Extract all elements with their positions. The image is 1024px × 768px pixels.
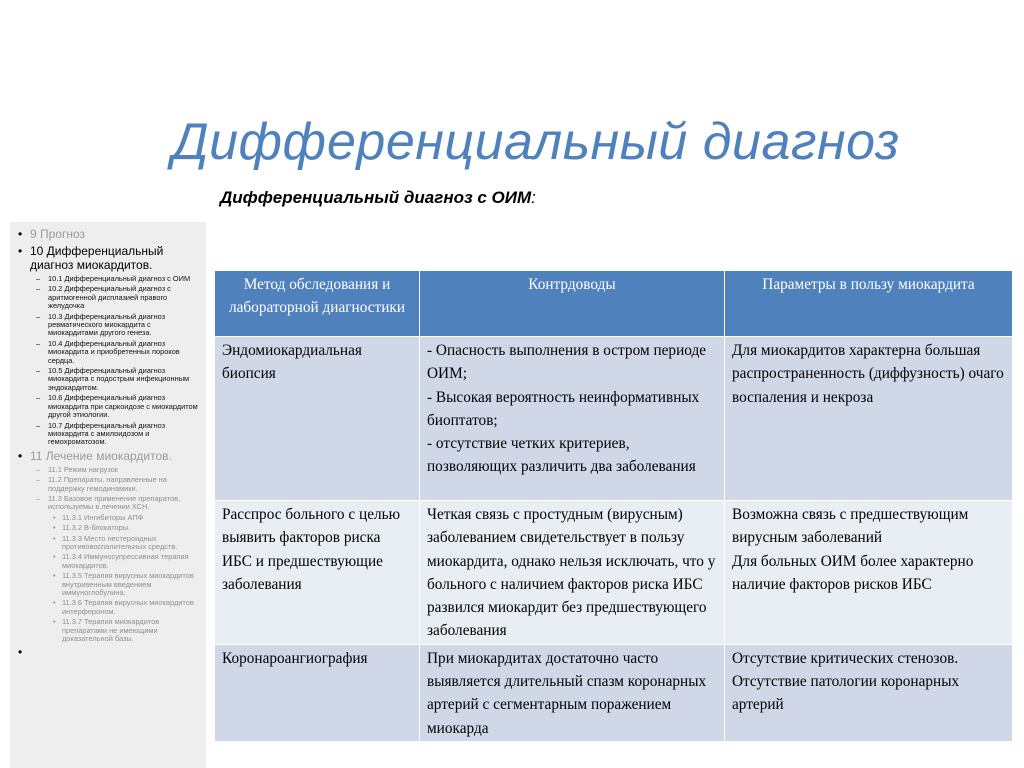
cell-counterarguments <box>420 337 725 501</box>
cell-line: Четкая связь с простудным (вирусным) заболеванием свидетельствует в пользу миокардита, однако нельзя исключать, что у больного с наличием факторов риска ИБС развился миокардит без предшествующего заболевания <box>427 506 716 640</box>
outline-item[interactable]: • 11.3.3 Место нестероидных противовоспалительных средств. <box>18 535 202 552</box>
header-myocarditis-params: Параметры в пользу миокардита <box>725 271 1013 337</box>
outline-item[interactable]: • 11.3.7 Терапия миокардитов препаратами не имеющими доказательной базы. <box>18 618 202 643</box>
outline-item[interactable]: – 11.1 Режим нагрузок <box>18 466 202 474</box>
cell-line: - отсутствие четких критериев, позволяющих различить два заболевания <box>427 435 696 476</box>
cell-counterarguments <box>420 501 725 645</box>
cell-line: - Высокая вероятность неинформативных биоптатов; <box>427 388 700 429</box>
outline-item[interactable]: • 11.3.5 Терапия вирусных миокардитов внутривенным введением иммуноглобулина. <box>18 572 202 597</box>
outline-item[interactable]: – 10.1 Дифференциальный диагноз с ОИМ <box>18 275 202 283</box>
table-row <box>215 644 1013 741</box>
cell-method <box>215 501 420 645</box>
outline-item[interactable]: – 11.2 Препараты, направленные на поддержку гемодинамики. <box>18 476 202 493</box>
differential-table <box>214 270 1013 742</box>
cell-line: Отсутствие патологии коронарных артерий <box>732 673 960 714</box>
outline-item[interactable]: • 11.3.6 Терапия вирусных миокардитов интерфероном. <box>18 599 202 616</box>
cell-line: Отсутствие критических стенозов. <box>732 649 959 667</box>
cell-method <box>215 644 420 741</box>
cell-line: - Опасность выполнения в остром периоде ОИМ; <box>427 342 707 383</box>
subtitle-colon: : <box>531 188 536 207</box>
outline-item[interactable]: – 10.4 Дифференциальный диагноз миокардита и приобретенных пороков сердца. <box>18 340 202 365</box>
outline-pane[interactable] <box>10 222 206 768</box>
table-row <box>215 501 1013 645</box>
cell-line: При миокардитах достаточно часто выявляется длительный спазм коронарных артерий с сегментарным поражением миокарда <box>427 649 707 737</box>
table-header-row <box>215 271 1013 337</box>
cell-method <box>215 337 420 501</box>
outline-item[interactable]: – 11.3 Базовое применение препаратов, используемы в лечении ХСН. <box>18 495 202 512</box>
cell-line: Для миокардитов характерна большая распространенность (диффузность) очаго воспаления и некроза <box>732 342 1004 406</box>
cell-counterarguments <box>420 644 725 741</box>
cell-line: Для больных ОИМ более характерно наличие факторов рисков ИБС <box>732 552 974 593</box>
subtitle-text: Дифференциальный диагноз с ОИМ <box>220 188 532 207</box>
outline-item[interactable]: • 11 Лечение миокардитов. <box>18 449 202 463</box>
outline-item[interactable]: • 11.3.4 Иммуносупрессивная терапия миокардитов. <box>18 553 202 570</box>
cell-myocarditis-params <box>725 337 1013 501</box>
cell-myocarditis-params <box>725 644 1013 741</box>
outline-item[interactable]: – 10.5 Дифференциальный диагноз миокардита с подострым инфекционным эндокардитом. <box>18 367 202 392</box>
outline-item[interactable]: – 10.2 Дифференциальный диагноз с аритмогенной дисплазией правого желудочка <box>18 285 202 310</box>
header-counterarguments: Контрдоводы <box>420 271 725 337</box>
table-row <box>215 337 1013 501</box>
slide-subtitle <box>220 188 536 208</box>
header-method: Метод обследования и лабораторной диагностики <box>215 271 420 337</box>
cell-myocarditis-params <box>725 501 1013 645</box>
outline-item[interactable] <box>18 645 202 659</box>
slide-title: Дифференциальный диагноз <box>172 113 900 171</box>
outline-item[interactable]: • 11.3.2 В-блокаторы. <box>18 524 202 532</box>
outline-item[interactable]: – 10.7 Дифференциальный диагноз миокардита с амилоидозом и гемохроматозом. <box>18 422 202 447</box>
outline-item[interactable]: – 10.3 Дифференциальный диагноз ревматического миокардита с миокардитами другого генеза. <box>18 313 202 338</box>
cell-line: Расспрос больного с целью выявить факторов риска ИБС и предшествующие заболевания <box>222 506 401 593</box>
outline-item[interactable]: – 10.6 Дифференциальный диагноз миокардита при саркоидозе с миокардитом другой этиологии. <box>18 394 202 419</box>
cell-line: Коронароангиография <box>222 649 368 667</box>
cell-line: Возможна связь с предшествующим вирусным заболеваний <box>732 506 969 547</box>
outline-item[interactable]: • 11.3.1 Ингибиторы АПФ <box>18 514 202 522</box>
cell-line: Эндомиокардиальная биопсия <box>222 342 362 383</box>
outline-item[interactable]: • 9 Прогноз <box>18 227 202 241</box>
outline-item[interactable]: • 10 Дифференциальный диагноз миокардитов. <box>18 244 202 272</box>
